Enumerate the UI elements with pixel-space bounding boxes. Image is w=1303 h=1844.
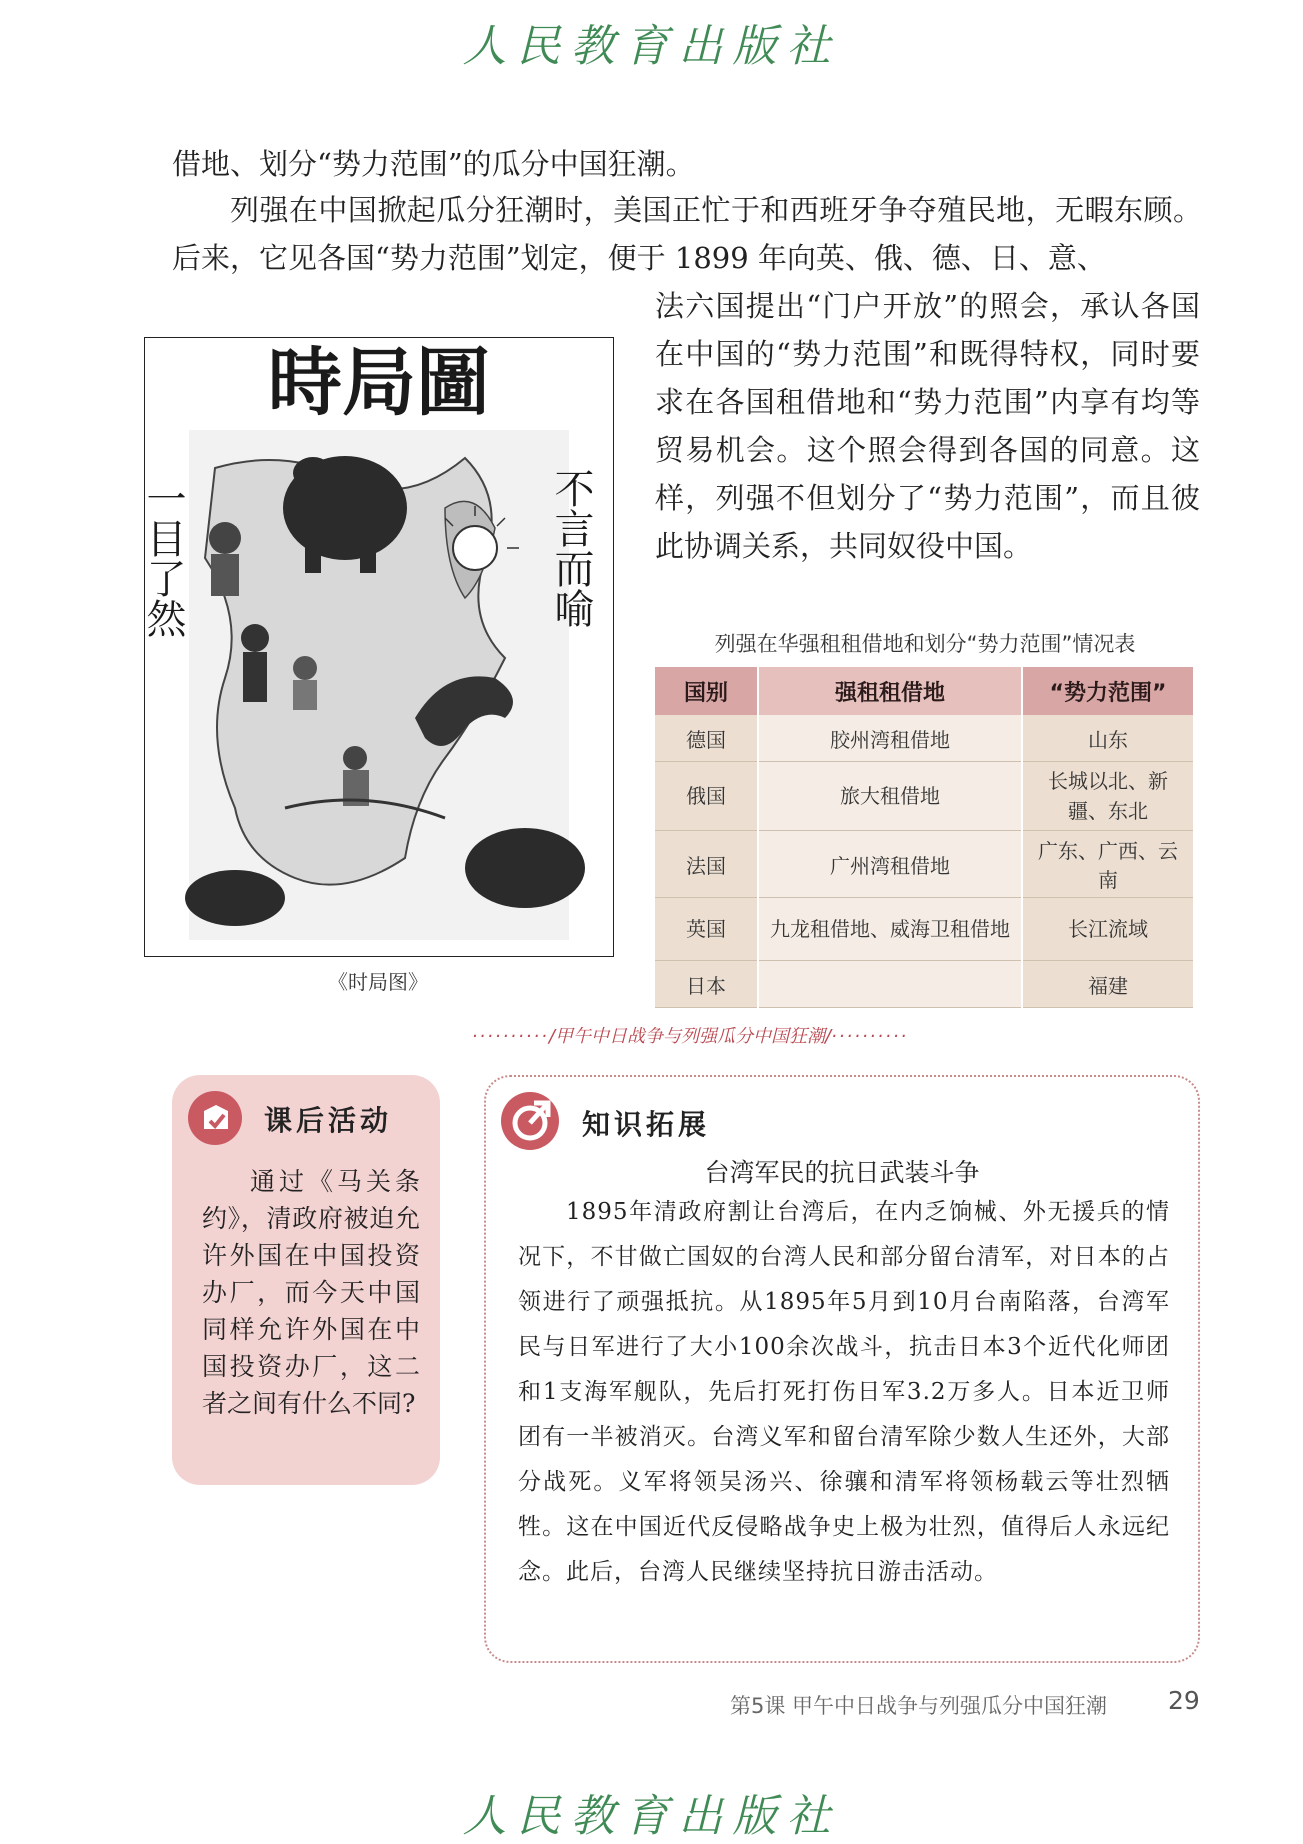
table-row	[655, 898, 1194, 961]
table-cell: 广州湾租借地	[758, 831, 1022, 898]
table-cell: 广东、广西、云南	[1022, 831, 1194, 898]
cartoon-right-text: 不言而喻	[548, 468, 594, 628]
knowledge-box	[484, 1075, 1200, 1663]
table-row	[655, 715, 1194, 762]
paragraph-continuation: 借地、划分“势力范围”的瓜分中国狂潮。	[172, 147, 695, 181]
table-cell: 日本	[655, 961, 758, 1008]
activity-box	[172, 1075, 440, 1485]
paragraph-open-door-1: 列强在中国掀起瓜分狂潮时，美国正忙于和西班牙争夺殖民地，无暇东顾。后来，它见各国“势力范围”划定，便于 1899 年向英、俄、德、日、意、	[172, 193, 1202, 275]
table-header-leased-territory: 强租租借地	[758, 667, 1022, 715]
activity-text: 通过《马关条约》，清政府被迫允许外国在中国投资办厂，而今天中国同样允许外国在中国投资办厂，这二者之间有什么不同?	[202, 1167, 420, 1418]
knowledge-heading: 知识拓展	[582, 1108, 711, 1141]
divider-title: /甲午中日战争与列强瓜分中国狂潮/	[548, 1026, 832, 1047]
table-cell: 德国	[655, 715, 758, 762]
spheres-table	[655, 667, 1195, 1008]
table-cell: 旅大租借地	[758, 762, 1022, 831]
table-row	[655, 831, 1194, 898]
table-cell: 英国	[655, 898, 758, 961]
paragraph-open-door-2: 法六国提出“门户开放”的照会，承认各国在中国的“势力范围”和既得特权，同时要求在各国租借地和“势力范围”内享有均等贸易机会。这个照会得到各国的同意。这样，列强不但划分了“势力范围”，而且彼此协调关系，共同奴役中国。	[655, 289, 1200, 563]
section-divider: ··········/甲午中日战争与列强瓜分中国狂潮/··········	[471, 1026, 909, 1047]
table-row	[655, 762, 1194, 831]
cartoon-image	[140, 337, 614, 957]
knowledge-subtitle: 台湾军民的抗日武装斗争	[704, 1158, 980, 1187]
table-header-country: 国别	[655, 667, 758, 715]
table-cell: 长江流域	[1022, 898, 1194, 961]
activity-heading: 课后活动	[264, 1104, 393, 1137]
footer-lesson-title: 第5课 甲午中日战争与列强瓜分中国狂潮	[730, 1694, 1108, 1718]
table-row	[655, 961, 1194, 1008]
cartoon-caption: 《时局图》	[328, 970, 428, 994]
table-cell: 法国	[655, 831, 758, 898]
cartoon-left-text: 一目了然	[140, 478, 186, 638]
publisher-logo-bottom: 人民教育出版社	[462, 1791, 841, 1842]
knowledge-text: 1895年清政府割让台湾后，在内乏饷械、外无援兵的情况下，不甘做亡国奴的台湾人民和部分留台清军，对日本的占领进行了顽强抵抗。从1895年5月到10月台南陷落，台湾军民与日军进行了大小100余次战斗，抗击日本3个近代化师团和1支海军舰队，先后打死打伤日军3.2万多人。日本近卫师团有一半被消灭。台湾义军和留台清军除少数人生还外，大部分战死。义军将领吴汤兴、徐骧和清军将领杨载云等壮烈牺牲。这在中国近代反侵略战争史上极为壮烈，值得后人永远纪念。此后，台湾人民继续坚持抗日游击活动。	[518, 1199, 1170, 1585]
publisher-logo-top: 人民教育出版社	[462, 21, 841, 72]
table-cell: 胶州湾租借地	[758, 715, 1022, 762]
table-header-row	[655, 667, 1194, 715]
table-header-sphere: “势力范围”	[1022, 667, 1194, 715]
table-cell: 山东	[1022, 715, 1194, 762]
table-cell: 福建	[1022, 961, 1194, 1008]
table-cell: 俄国	[655, 762, 758, 831]
table-caption: 列强在华强租租借地和划分“势力范围”情况表	[714, 632, 1136, 656]
activity-icon	[186, 1089, 244, 1147]
table-cell: 九龙租借地、威海卫租借地	[758, 898, 1022, 961]
cartoon-drawing	[140, 338, 613, 956]
page-number: 29	[1168, 1686, 1200, 1715]
knowledge-icon	[498, 1089, 562, 1153]
table-cell: 长城以北、新疆、东北	[1022, 762, 1194, 831]
cartoon-title: 時局圖	[268, 340, 490, 426]
table-cell	[758, 961, 1022, 1008]
